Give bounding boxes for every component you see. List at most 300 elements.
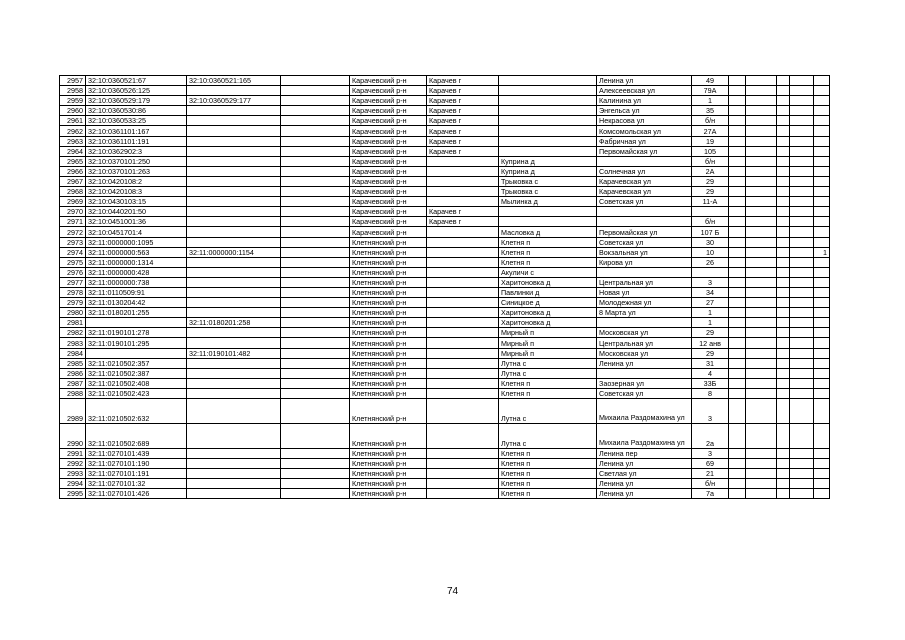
table-cell [427,358,499,368]
table-cell [790,318,814,328]
table-cell [729,207,746,217]
table-cell [281,489,350,499]
table-cell: 2988 [60,388,86,398]
table-cell [777,378,790,388]
table-cell: 32:11:0210502:408 [86,378,187,388]
table-cell [499,116,597,126]
table-cell [790,257,814,267]
table-cell [187,257,281,267]
table-cell [790,156,814,166]
table-cell: 32:11:0270101:190 [86,459,187,469]
table-cell: Клетнянский р-н [350,257,427,267]
table-cell [790,368,814,378]
table-cell [790,479,814,489]
table-cell: 2980 [60,308,86,318]
table-cell: 2958 [60,86,86,96]
registry-table [59,75,830,499]
table-cell [187,126,281,136]
table-cell [777,156,790,166]
table-cell: Карачевский р-н [350,166,427,176]
table-cell [790,424,814,449]
table-cell: Советская ул [597,197,692,207]
table-cell [427,187,499,197]
table-cell: Трыковка с [499,176,597,186]
table-cell: Михаила Раздомахина ул [597,424,692,449]
table-cell: 31 [692,358,729,368]
table-cell: 32:11:0190101:482 [187,348,281,358]
table-cell: Синицкое д [499,298,597,308]
table-cell [281,96,350,106]
table-cell [499,86,597,96]
table-cell [729,126,746,136]
table-cell: Карачев г [427,86,499,96]
table-cell: Клетня п [499,479,597,489]
table-cell: Московская ул [597,328,692,338]
table-cell: 32:11:0270101:191 [86,469,187,479]
table-cell: Клетнянский р-н [350,469,427,479]
table-cell [729,267,746,277]
table-cell: 2А [692,166,729,176]
table-cell [281,358,350,368]
table-cell: б/н [692,116,729,126]
table-cell: 107 Б [692,227,729,237]
table-cell [187,469,281,479]
table-row [60,479,830,489]
table-cell [281,86,350,96]
table-cell: 2973 [60,237,86,247]
table-cell [746,227,777,237]
table-cell [814,76,830,86]
table-cell [187,388,281,398]
table-cell: 2987 [60,378,86,388]
table-cell: 105 [692,146,729,156]
table-cell: 2963 [60,136,86,146]
table-cell [814,146,830,156]
table-cell: Карачев г [427,217,499,227]
table-cell [790,328,814,338]
table-cell [777,424,790,449]
table-cell: Клетня п [499,449,597,459]
table-cell: Клетня п [499,378,597,388]
table-cell: Первомайская ул [597,227,692,237]
table-cell: 32:11:0190101:295 [86,338,187,348]
table-cell [777,449,790,459]
table-cell: Калинина ул [597,96,692,106]
table-cell [187,424,281,449]
table-row [60,348,830,358]
table-cell: 69 [692,459,729,469]
table-cell [427,459,499,469]
table-cell [814,358,830,368]
table-cell [281,469,350,479]
table-cell: Клетнянский р-н [350,489,427,499]
table-cell [427,378,499,388]
table-cell [777,489,790,499]
table-cell [746,378,777,388]
table-cell: Харитоновка д [499,277,597,287]
table-cell: Карачев г [427,116,499,126]
table-cell [499,136,597,146]
table-cell [814,298,830,308]
table-row [60,227,830,237]
table-cell [729,348,746,358]
table-cell [187,187,281,197]
table-cell [777,479,790,489]
table-cell: 2982 [60,328,86,338]
table-cell [187,399,281,424]
table-cell: Карачев г [427,136,499,146]
table-cell [790,176,814,186]
table-cell [729,424,746,449]
table-cell [427,257,499,267]
table-cell [790,96,814,106]
table-cell [187,328,281,338]
table-cell [187,459,281,469]
table-cell [746,217,777,227]
table-cell: 10 [692,247,729,257]
table-cell [790,267,814,277]
table-row [60,197,830,207]
table-cell [281,308,350,318]
table-cell [729,116,746,126]
table-cell [729,257,746,267]
table-cell: Клетня п [499,237,597,247]
table-cell: 32:10:0362902:3 [86,146,187,156]
table-cell: Карачев г [427,106,499,116]
table-cell: 29 [692,176,729,186]
table-cell: 2967 [60,176,86,186]
table-cell: 32:10:0370101:250 [86,156,187,166]
table-cell [499,207,597,217]
table-row [60,136,830,146]
table-cell [814,308,830,318]
table-cell: 32:11:0000000:428 [86,267,187,277]
table-cell [790,298,814,308]
table-cell: б/н [692,479,729,489]
table-cell: Карачевский р-н [350,146,427,156]
table-cell: 1 [692,96,729,106]
table-cell: Фабричная ул [597,136,692,146]
table-cell [814,106,830,116]
table-cell [746,287,777,297]
table-cell: 4 [692,368,729,378]
table-row [60,449,830,459]
table-cell [746,358,777,368]
table-cell [777,207,790,217]
table-cell [187,156,281,166]
table-cell [729,479,746,489]
table-row [60,318,830,328]
table-cell [729,298,746,308]
table-cell: 2984 [60,348,86,358]
table-cell [281,348,350,358]
table-cell: 32:11:0270101:426 [86,489,187,499]
table-cell [187,237,281,247]
table-cell [790,277,814,287]
table-cell: Клетнянский р-н [350,348,427,358]
table-cell: Карачевский р-н [350,96,427,106]
table-cell: Карачевская ул [597,176,692,186]
table-cell [427,287,499,297]
table-cell [746,237,777,247]
table-cell: Клетнянский р-н [350,358,427,368]
table-cell [814,368,830,378]
table-cell [790,106,814,116]
table-cell [597,318,692,328]
table-cell [814,257,830,267]
table-cell: Харитоновка д [499,308,597,318]
table-row [60,287,830,297]
table-cell: 32:10:0361101:167 [86,126,187,136]
table-cell [746,187,777,197]
table-cell [790,338,814,348]
table-cell: 32:10:0420108:2 [86,176,187,186]
table-cell: Харитоновка д [499,318,597,328]
table-cell: Заозерная ул [597,378,692,388]
table-cell [777,328,790,338]
table-cell: 8 [692,388,729,398]
table-cell [746,267,777,277]
table-cell: 2959 [60,96,86,106]
table-cell: 27А [692,126,729,136]
table-cell: Светлая ул [597,469,692,479]
table-cell [790,187,814,197]
table-cell: 2960 [60,106,86,116]
table-cell: Ленина ул [597,459,692,469]
table-cell: Лутна с [499,424,597,449]
table-cell [729,308,746,318]
table-cell [746,318,777,328]
table-cell [729,187,746,197]
table-cell [427,247,499,257]
table-cell: 32:10:0360529:179 [86,96,187,106]
table-cell [814,318,830,328]
table-cell: Мылинка д [499,197,597,207]
table-cell [187,298,281,308]
table-cell [777,227,790,237]
table-cell: б/н [692,217,729,227]
table-cell: Солнечная ул [597,166,692,176]
table-cell [427,277,499,287]
table-cell [187,207,281,217]
table-cell [746,106,777,116]
table-cell: Карачевский р-н [350,217,427,227]
table-cell: 2964 [60,146,86,156]
table-cell [814,378,830,388]
table-cell: Ленина ул [597,76,692,86]
table-row [60,308,830,318]
table-cell [790,116,814,126]
table-row [60,358,830,368]
table-cell [790,217,814,227]
table-cell: 2957 [60,76,86,86]
table-cell: Карачев г [427,146,499,156]
table-cell: Клетнянский р-н [350,338,427,348]
table-cell: 2979 [60,298,86,308]
table-cell [597,156,692,166]
table-cell: Клетнянский р-н [350,328,427,338]
table-cell: 2976 [60,267,86,277]
table-cell: 32:10:0360529:177 [187,96,281,106]
table-row [60,388,830,398]
table-cell: Клетнянский р-н [350,277,427,287]
table-row [60,368,830,378]
table-cell: Вокзальная ул [597,247,692,257]
table-cell [187,277,281,287]
table-cell [814,459,830,469]
table-cell: 32:10:0360530:86 [86,106,187,116]
table-cell: Ленина ул [597,479,692,489]
table-cell [281,76,350,86]
table-cell: Куприна д [499,156,597,166]
table-cell: Центральная ул [597,338,692,348]
table-cell [187,358,281,368]
table-cell [187,489,281,499]
table-cell [814,328,830,338]
table-cell: Советская ул [597,237,692,247]
table-cell [777,388,790,398]
table-cell: 32:11:0130204:42 [86,298,187,308]
table-cell: Павлинки д [499,287,597,297]
table-cell: 30 [692,237,729,247]
table-cell [814,96,830,106]
table-cell: 33Б [692,378,729,388]
table-cell: Карачев г [427,76,499,86]
table-cell [427,399,499,424]
table-cell: Акуличи с [499,267,597,277]
table-cell [427,338,499,348]
table-cell [729,469,746,479]
table-cell: 2992 [60,459,86,469]
table-cell [814,207,830,217]
table-cell: 49 [692,76,729,86]
table-cell [729,146,746,156]
table-cell [281,247,350,257]
table-cell [86,348,187,358]
table-cell: 27 [692,298,729,308]
table-cell [187,227,281,237]
table-cell [729,318,746,328]
table-cell: Молодежная ул [597,298,692,308]
table-cell [746,146,777,156]
table-cell: 2а [692,424,729,449]
table-cell [281,298,350,308]
table-row [60,237,830,247]
table-row [60,156,830,166]
table-cell [777,287,790,297]
table-cell [187,176,281,186]
table-cell [281,277,350,287]
table-cell: 29 [692,187,729,197]
table-cell: 32:11:0210502:423 [86,388,187,398]
table-cell: 32:10:0451001:36 [86,217,187,227]
table-cell: 2986 [60,368,86,378]
table-cell: Клетнянский р-н [350,399,427,424]
table-cell [427,469,499,479]
table-cell [777,399,790,424]
table-row [60,459,830,469]
table-cell [187,308,281,318]
table-cell: Куприна д [499,166,597,176]
table-cell [777,126,790,136]
table-cell: Карачевский р-н [350,176,427,186]
table-cell: 79А [692,86,729,96]
table-cell [814,489,830,499]
table-cell [746,388,777,398]
table-cell [729,227,746,237]
table-row [60,76,830,86]
table-cell [729,358,746,368]
table-cell [729,106,746,116]
table-cell: б/н [692,156,729,166]
table-cell: 2995 [60,489,86,499]
table-cell: Карачевский р-н [350,116,427,126]
table-cell: 2965 [60,156,86,166]
table-cell [790,378,814,388]
table-cell [777,197,790,207]
table-cell [790,358,814,368]
table-cell [746,368,777,378]
table-cell: Клетнянский р-н [350,424,427,449]
table-cell [499,106,597,116]
table-cell: 2985 [60,358,86,368]
table-cell [281,187,350,197]
table-cell [187,116,281,126]
table-cell [499,146,597,156]
table-cell [281,126,350,136]
table-cell [281,328,350,338]
table-cell [187,86,281,96]
table-cell [729,217,746,227]
table-cell [729,328,746,338]
table-cell [790,207,814,217]
table-cell [281,388,350,398]
table-cell [427,156,499,166]
table-cell [427,388,499,398]
table-cell: 2993 [60,469,86,479]
table-cell: Клетнянский р-н [350,308,427,318]
table-cell: Клетнянский р-н [350,459,427,469]
table-cell [692,267,729,277]
table-cell: 32:11:0110509:91 [86,287,187,297]
table-cell [427,479,499,489]
table-cell: Карачевский р-н [350,126,427,136]
table-cell: 2989 [60,399,86,424]
table-cell [281,424,350,449]
table-cell [814,399,830,424]
table-cell [814,388,830,398]
table-row [60,217,830,227]
table-row [60,469,830,479]
table-cell: Мирный п [499,348,597,358]
table-cell [187,378,281,388]
table-cell: Карачевский р-н [350,156,427,166]
table-cell [729,86,746,96]
table-cell [427,227,499,237]
table-cell: 1 [692,318,729,328]
table-cell [729,76,746,86]
table-cell: 1 [814,247,830,257]
table-cell [187,136,281,146]
table-cell: Клетня п [499,388,597,398]
table-row [60,424,830,449]
table-cell: 32:10:0360533:25 [86,116,187,126]
table-cell: Карачевский р-н [350,207,427,217]
table-cell: 3 [692,399,729,424]
table-cell [187,287,281,297]
table-cell [427,308,499,318]
table-cell: 32:11:0270101:32 [86,479,187,489]
